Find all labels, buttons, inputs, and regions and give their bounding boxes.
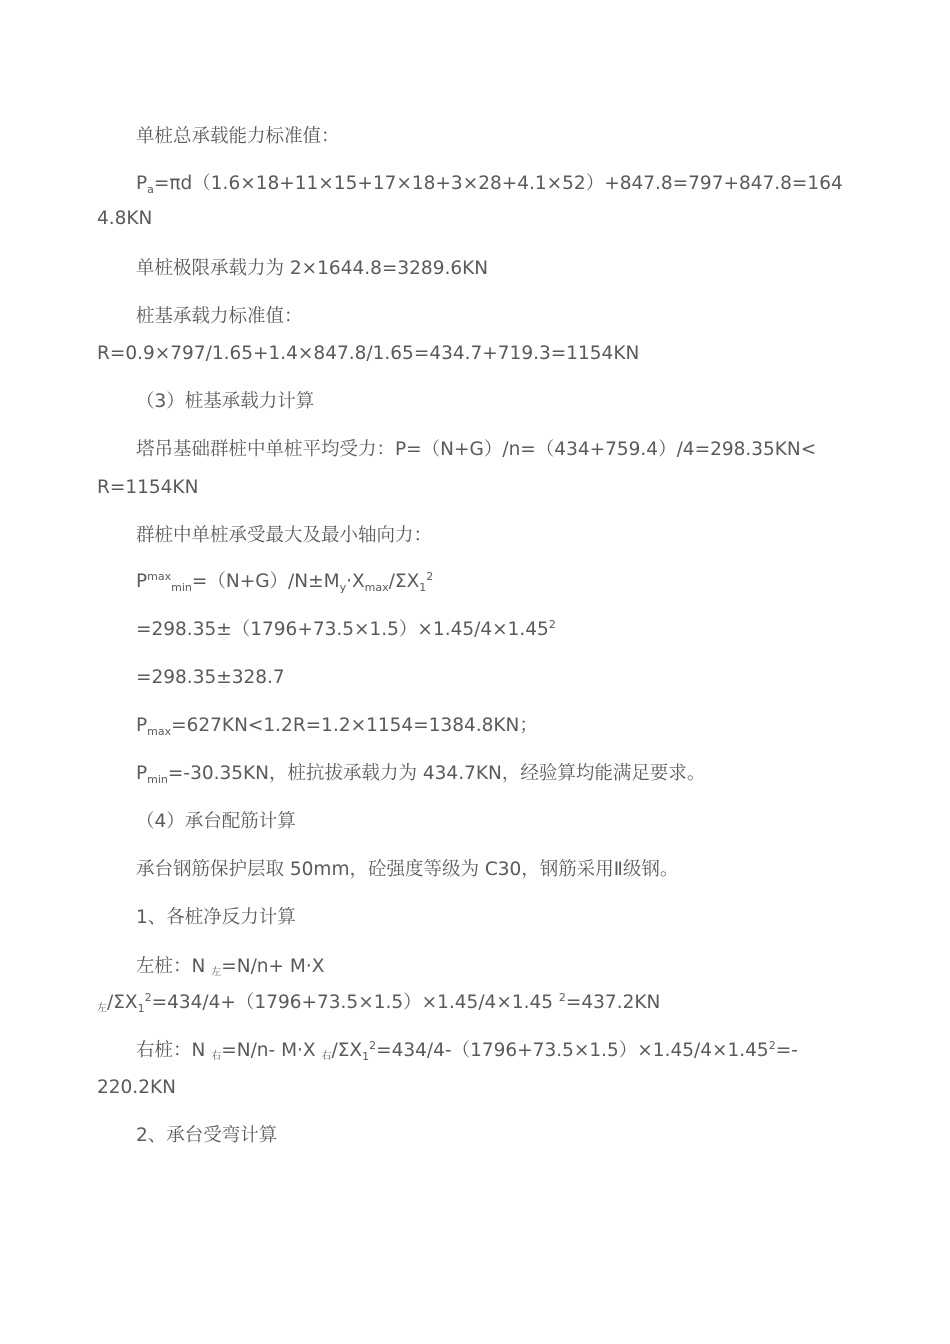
superscript-2: 2 (369, 1039, 377, 1052)
section-heading-3: （3）桩基承载力计算 (136, 391, 315, 412)
symbol-p: P (136, 173, 148, 194)
subscript-min: min (171, 581, 192, 594)
formula-part: =298.35±（1796+73.5×1.5）×1.45/4×1.45 (136, 619, 549, 640)
subscript-max: max (147, 725, 172, 738)
superscript-2: 2 (548, 618, 556, 631)
formula-part: 左桩：N (136, 956, 212, 977)
formula-part: =N/n+ M·X (221, 956, 325, 977)
formula-result: =298.35±328.7 (136, 667, 285, 688)
formula-pa-line1 (136, 172, 843, 196)
formula-part: =434/4-（1796+73.5×1.5）×1.45/4×1.45 (376, 1040, 769, 1061)
symbol-p: P (136, 763, 148, 784)
subheading-bending-calc: 2、承台受弯计算 (136, 1125, 278, 1146)
subscript-1: 1 (137, 1002, 145, 1015)
formula-left-pile-line2 (97, 991, 660, 1015)
formula-pmax (136, 714, 538, 738)
formula-part: =437.2KN (565, 992, 661, 1013)
superscript-2: 2 (426, 570, 434, 583)
formula-part: =- (775, 1040, 798, 1061)
paragraph-ultimate-capacity: 单桩极限承载力为 2×1644.8=3289.6KN (136, 258, 489, 279)
symbol-p: P (136, 715, 148, 736)
subscript-right: 右 (321, 1051, 332, 1062)
formula-pa-body: =πd（1.6×18+11×15+17×18+3×28+4.1×52）+847.8=797+847.8=164 (153, 173, 843, 194)
section-heading-4: （4）承台配筋计算 (136, 811, 296, 832)
formula-pa-line2: 4.8KN (97, 208, 153, 229)
formula-part: 右桩：N (136, 1040, 212, 1061)
subscript-min: min (147, 773, 168, 786)
formula-part: =627KN<1.2R=1.2×1154=1384.8KN； (171, 715, 538, 736)
subscript-left: 左 (97, 1003, 107, 1014)
paragraph-pile-capacity-title: 单桩总承载能力标准值： (136, 126, 340, 147)
formula-part: =434/4+（1796+73.5×1.5）×1.45/4×1.45 (151, 992, 559, 1013)
paragraph-cap-parameters: 承台钢筋保护层取 50mm，砼强度等级为 C30，钢筋采用Ⅱ级钢。 (136, 859, 679, 880)
superscript-2: 2 (144, 991, 152, 1004)
subscript-1: 1 (419, 581, 427, 594)
paragraph-average-force-line2: R=1154KN (97, 477, 199, 498)
subscript-1: 1 (362, 1050, 370, 1063)
subscript-max: max (364, 581, 389, 594)
formula-part: ·X (346, 571, 365, 592)
formula-left-pile-line1 (136, 955, 324, 979)
formula-part: /ΣX (388, 571, 420, 592)
symbol-p: P (136, 571, 148, 592)
formula-part: /ΣX (107, 992, 138, 1013)
paragraph-standard-value-title: 桩基承载力标准值： (136, 306, 303, 327)
subscript-right: 右 (211, 1051, 222, 1062)
formula-part: =-30.35KN，桩抗拔承载力为 434.7KN，经验算均能满足要求。 (167, 763, 706, 784)
formula-part: =（N+G）/N±M (191, 571, 340, 592)
formula-pmin (136, 762, 705, 786)
subheading-net-reaction: 1、各桩净反力计算 (136, 907, 296, 928)
paragraph-max-min-title: 群桩中单桩承受最大及最小轴向力： (136, 525, 433, 546)
subscript-left: 左 (211, 967, 222, 978)
formula-r: R=0.9×797/1.65+1.4×847.8/1.65=434.7+719.3=1154KN (97, 343, 640, 364)
formula-part: /ΣX (331, 1040, 363, 1061)
formula-right-pile-line2: 220.2KN (97, 1077, 176, 1098)
formula-part: =N/n- M·X (221, 1040, 322, 1061)
formula-right-pile-line1 (136, 1039, 798, 1063)
superscript-max: max (147, 570, 172, 583)
formula-substitution (136, 618, 556, 642)
subscript-y: y (339, 581, 347, 594)
superscript-2: 2 (558, 991, 566, 1004)
subscript-a: a (147, 183, 154, 196)
paragraph-average-force-line1: 塔吊基础群桩中单桩平均受力：P=（N+G）/n=（434+759.4）/4=298.35KN< (136, 439, 817, 460)
formula-pmax-min (136, 570, 433, 594)
superscript-2: 2 (768, 1039, 776, 1052)
